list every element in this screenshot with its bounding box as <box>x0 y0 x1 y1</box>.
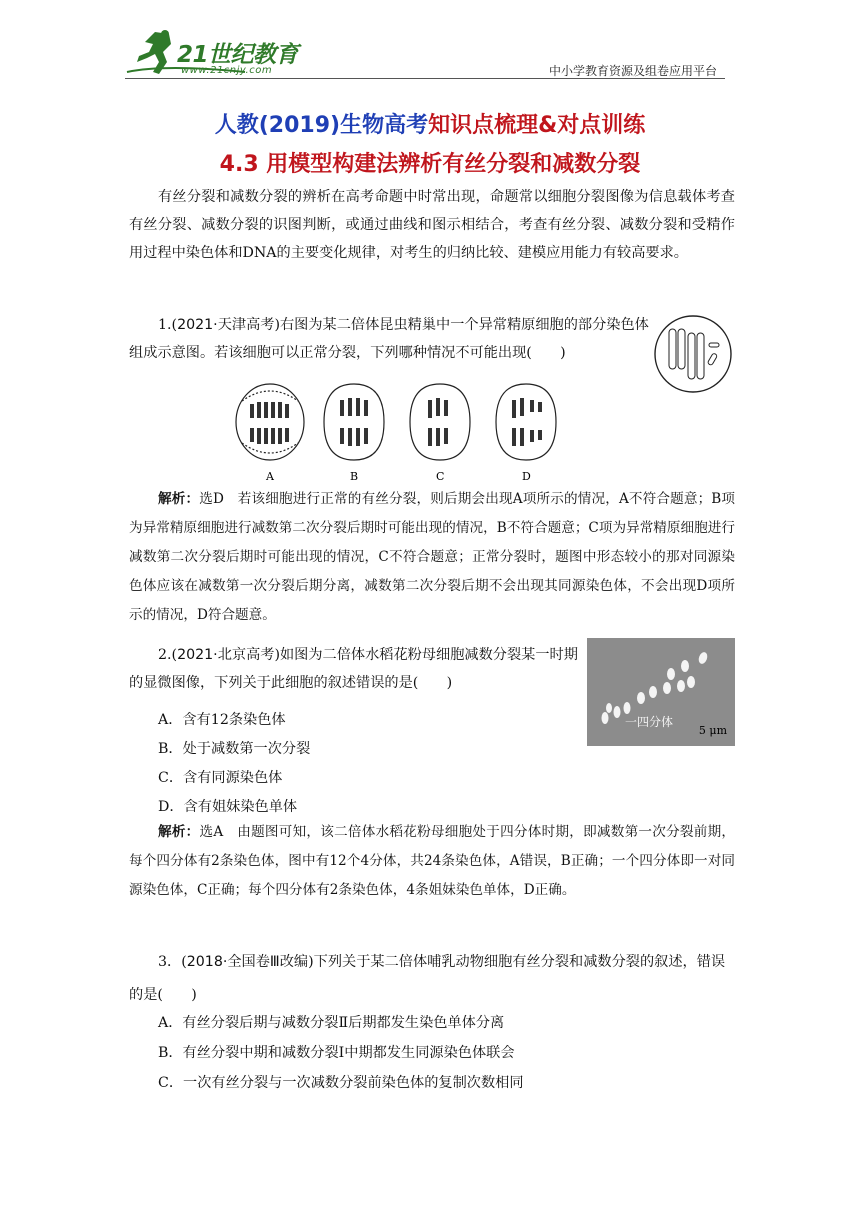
q1-answer <box>129 485 735 630</box>
fig-label-b: B <box>350 470 359 483</box>
title-part2: 知识点梳理&对点训练 <box>428 113 646 138</box>
q3-option-b: B．有丝分裂中期和减数分裂Ⅰ中期都发生同源染色体联会 <box>158 1045 515 1061</box>
q3-text: )下列关于某二倍体哺乳动物细胞有丝分裂和减数分裂的叙述，错误的是( ) <box>129 954 726 1003</box>
micro-scale: 5 μm <box>698 724 727 737</box>
micro-label: 一四分体 <box>625 715 674 729</box>
fig-label-a: A <box>266 470 274 483</box>
q3-num: 3．( <box>158 954 187 970</box>
header-divider <box>125 78 725 79</box>
q2-answer-text: 选A 由题图可知，该二倍体水稻花粉母细胞处于四分体时期，即减数第一次分裂前期，每个四分体有2条染色体，图中有12个4分体，共24条染色体，A错误，B正确；一个四分体即一对同源染色体，C正确；每个四分体有2条染色体，4条姐妹染色单体，D正确。 <box>129 824 736 898</box>
logo-url: www.21cnjy.com <box>181 65 273 76</box>
q2-text: )如图为二倍体水稻花粉母细胞减数分裂某一时期的显微图像，下列关于此细胞的叙述错误的是( ) <box>129 647 578 691</box>
q2-answer <box>129 818 735 905</box>
q3-source: 2018·全国卷Ⅲ改编 <box>186 954 309 970</box>
question-1 <box>129 311 649 367</box>
section-title: 4.3 用模型构建法辨析有丝分裂和减数分裂 <box>219 152 641 177</box>
fig-label-c: C <box>436 470 445 483</box>
page-header <box>125 28 725 80</box>
document-title <box>0 108 860 139</box>
q2-answer-label: 解析： <box>158 824 200 840</box>
platform-name: 中小学教育资源及组卷应用平台 <box>548 64 717 78</box>
cell-d <box>496 384 556 460</box>
fig-label-d: D <box>522 470 531 483</box>
cell-a <box>236 384 304 460</box>
logo-text: 21世纪教育 <box>177 42 299 68</box>
q1-source: 2021·天津高考 <box>177 317 275 333</box>
q2-num: 2.( <box>158 647 178 663</box>
cell-c <box>410 384 470 460</box>
q1-answer-text: 选D 若该细胞进行正常的有丝分裂，则后期会出现A项所示的情况，A不符合题意；B项为异常精原细胞进行减数第二次分裂后期时可能出现的情况，B不符合题意；C项为异常精原细胞进行减数第二次分裂后期时可能出现的情况，C不符合题意；正常分裂时，题图中形态较小的那对同源染色体应该在减数第一次分裂后期分离，减数第二次分裂后期不会出现其同源染色体，不会出现D项所示的情况，D符合题意。 <box>129 491 735 623</box>
q2-option-a: A．含有12条染色体 <box>158 712 286 728</box>
title-part1: 人教(2019)生物高考 <box>214 113 429 138</box>
q1-answer-label: 解析： <box>158 491 200 507</box>
q1-text: )右图为某二倍体昆虫精巢中一个异常精原细胞的部分染色体组成示意图。若该细胞可以正常分裂，下列哪种情况不可能出现( ) <box>129 317 649 361</box>
q3-option-c: C．一次有丝分裂与一次减数分裂前染色体的复制次数相同 <box>158 1075 524 1091</box>
q1-options-figure <box>232 376 562 484</box>
question-3 <box>129 946 735 1012</box>
question-2 <box>129 641 579 697</box>
cell-b <box>324 384 384 460</box>
q2-option-c: C．含有同源染色体 <box>158 770 283 786</box>
q2-source: 2021·北京高考 <box>177 647 275 663</box>
q2-option-d: D．含有姐妹染色单体 <box>158 799 298 815</box>
q1-num: 1.( <box>158 317 178 333</box>
intro-paragraph: 有丝分裂和减数分裂的辨析在高考命题中时常出现，命题常以细胞分裂图像为信息载体考查有丝分裂、减数分裂的识图判断，或通过曲线和图示相结合，考查有丝分裂、减数分裂和受精作用过程中染色体和DNA的主要变化规律，对考生的归纳比较、建模应用能力有较高要求。 <box>129 189 735 261</box>
q3-option-a: A．有丝分裂后期与减数分裂Ⅱ后期都发生染色单体分离 <box>158 1015 505 1031</box>
q1-chromosome-figure <box>652 313 734 395</box>
q2-option-b: B．处于减数第一次分裂 <box>158 741 311 757</box>
q2-micrograph <box>587 638 735 746</box>
